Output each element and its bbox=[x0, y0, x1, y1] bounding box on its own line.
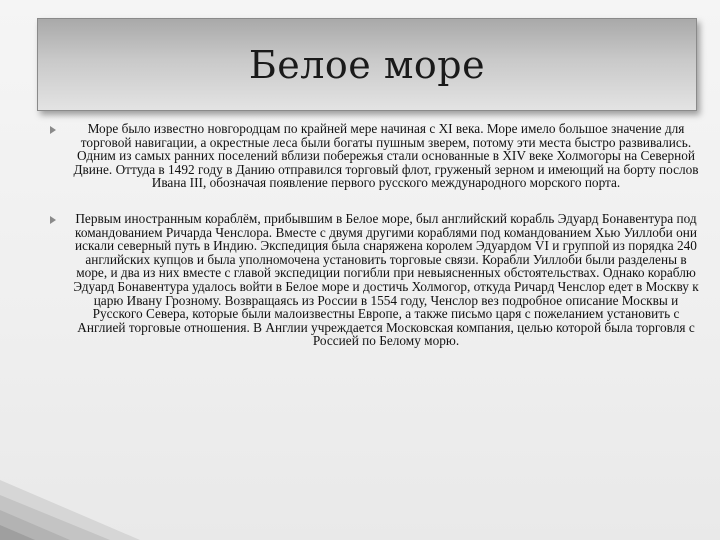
slide-title: Белое море bbox=[248, 42, 486, 87]
bullet-list bbox=[50, 122, 700, 370]
triangle-right-icon bbox=[50, 122, 72, 134]
bullet-item bbox=[50, 212, 700, 348]
bullet-item bbox=[50, 122, 700, 190]
bullet-text: Море было известно новгородцам по крайней мере начиная с XI века. Море имело большое значение для торговой навигации, а окрестные леса были богаты пушным зверем, потому эти места быстро развивались. Одним из самых ранних поселений вблизи побережья стали основанные в XIV веке Холмогоры на Северной Двине. Оттуда в 1492 году в Данию отправился торговый флот, груженый зерном и имеющий на борту послов Ивана III, обозначая появление первого русского международного морского порта. bbox=[73, 121, 699, 191]
title-banner bbox=[37, 18, 697, 111]
triangle-right-icon bbox=[50, 212, 72, 224]
corner-decoration bbox=[0, 440, 140, 540]
bullet-text: Первым иностранным кораблём, прибывшим в Белое море, был английский корабль Эдуард Бонавентура под командованием Ричарда Ченслора. Вместе с двумя другими кораблями под командованием Хью Уиллоби они искали северный путь в Индию. Экспедиция была снаряжена королем Эдуардом VI и группой из порядка 240 английских купцов и была уполномочена установить торговые связи. Корабли Уиллоби были разделены в море, и два из них вместе с главой экспедиции погибли при невыясненных обстоятельствах. Однако кораблю Эдуард Бонавентура удалось войти в Белое море и достичь Холмогор, откуда Ричард Ченслор едет в Москву к царю Ивану Грозному. Возвращаясь из России в 1554 году, Ченслор вез подробное описание Москвы и Русского Севера, которые были малоизвестны Европе, а также письмо царя с пожеланием установить с Англией торговые отношения. В Англии учреждается Московская компания, целью которой была торговля с Россией по Белому морю. bbox=[73, 210, 699, 349]
